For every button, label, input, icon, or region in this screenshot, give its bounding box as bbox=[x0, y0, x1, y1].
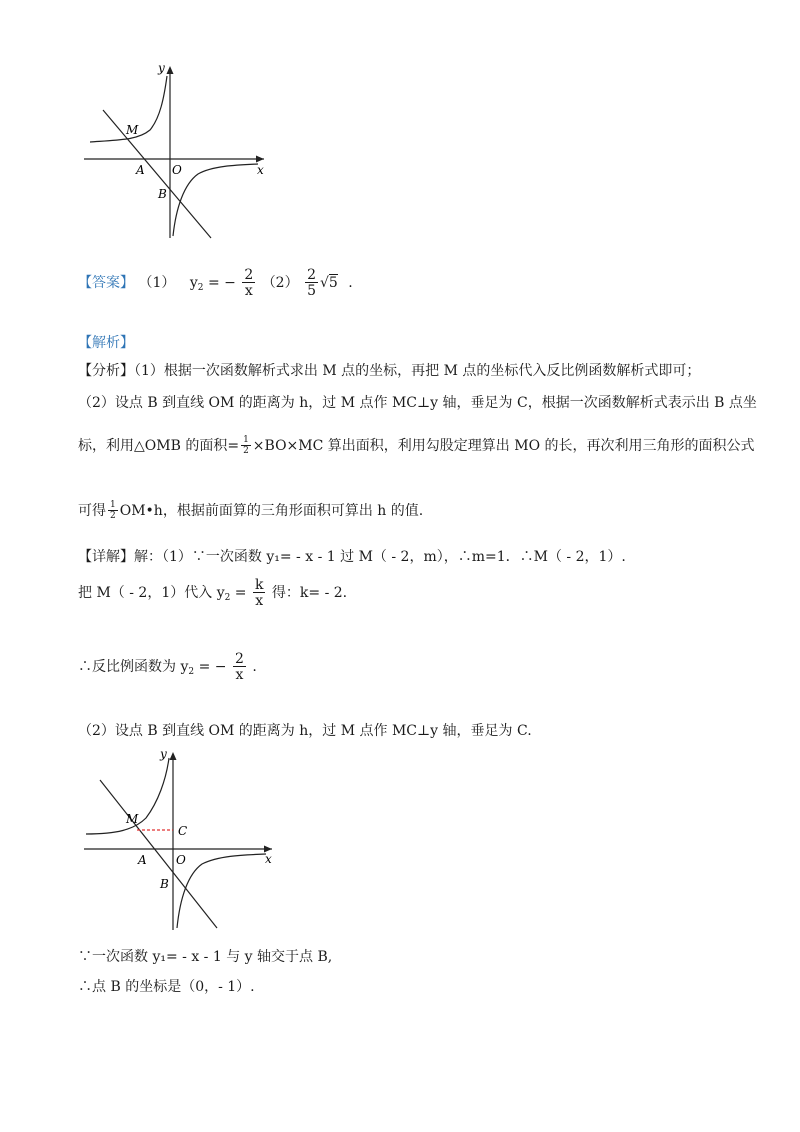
sqrt-icon: √ bbox=[319, 275, 329, 291]
label-O-2: O bbox=[176, 853, 186, 867]
label-M-2: M bbox=[126, 812, 139, 826]
detail-eq-neg: = − bbox=[198, 659, 227, 675]
label-C-2: C bbox=[178, 824, 188, 838]
figure-1-graph bbox=[80, 58, 270, 243]
analysis-text-3b: ×BO×MC 算出面积，利用勾股定理算出 MO 的长，再次利用三角形的面积公式 bbox=[252, 438, 755, 454]
answer-numerator: 2 bbox=[244, 267, 254, 283]
analysis-line-2: （2）设点 B 到直线 OM 的距离为 h，过 M 点作 MC⊥y 轴，垂足为 C，根据一次函数解析式表示出 B 点坐 bbox=[78, 395, 757, 411]
answer-part1-label: （1） bbox=[138, 275, 176, 291]
detail-text-2a: 把 M（ - 2，1）代入 bbox=[78, 585, 213, 601]
x-axis-arrow-icon bbox=[256, 156, 264, 163]
analysis-line-4 bbox=[78, 500, 423, 521]
two-over-x-fraction bbox=[233, 652, 246, 682]
detail-text-3b: . bbox=[252, 659, 257, 675]
answer-frac-num: 2 bbox=[307, 267, 316, 283]
label-y-2: y bbox=[160, 747, 167, 761]
answer-y-subscript: 2 bbox=[197, 283, 204, 293]
analysis-text-4b: OM•h，根据前面算的三角形面积可算出 h 的值. bbox=[119, 503, 424, 519]
x-den: x bbox=[253, 592, 265, 608]
detail-text-3a: ∴反比例函数为 bbox=[78, 659, 176, 675]
y-axis-arrow-icon-2 bbox=[170, 752, 177, 760]
detail-line-2 bbox=[78, 578, 347, 608]
detail-line-4: （2）设点 B 到直线 OM 的距离为 h，过 M 点作 MC⊥y 轴，垂足为 C. bbox=[78, 723, 532, 739]
detail-tag: 【详解】 bbox=[78, 549, 134, 565]
hyperbola-branch-right bbox=[173, 164, 258, 236]
detail-text-1: 解：（1）∵一次函数 y₁= - x - 1 过 M（ - 2，m），∴m=1．∴M（ - 2，1）. bbox=[134, 549, 626, 565]
x-den-2: x bbox=[233, 666, 246, 682]
detail-eq: = bbox=[234, 585, 247, 601]
answer-radicand: 5 bbox=[328, 275, 338, 291]
half-den: 2 bbox=[243, 446, 249, 456]
analysis-text-1: （1）根据一次函数解析式求出 M 点的坐标，再把 M 点的坐标代入反比例函数解析式即可； bbox=[134, 363, 701, 379]
analysis-line-3 bbox=[78, 435, 755, 456]
detail-y: y bbox=[216, 585, 225, 601]
answer-frac-den: 5 bbox=[307, 283, 316, 299]
analysis-tag: 【分析】 bbox=[78, 363, 134, 379]
half-fraction-2 bbox=[108, 501, 118, 521]
detail-line-3 bbox=[78, 652, 257, 682]
label-M: M bbox=[126, 123, 139, 137]
k-over-x-fraction bbox=[253, 578, 265, 608]
half-den-2: 2 bbox=[110, 511, 116, 521]
answer-denominator: x bbox=[242, 282, 255, 298]
label-A: A bbox=[136, 163, 145, 177]
two-num: 2 bbox=[234, 651, 244, 667]
y-axis-arrow-icon bbox=[167, 66, 174, 74]
line-y1 bbox=[103, 110, 211, 238]
label-O: O bbox=[172, 163, 182, 177]
answer-line bbox=[78, 268, 353, 298]
answer-tag: 【答案】 bbox=[78, 275, 134, 291]
label-B-2: B bbox=[160, 877, 169, 891]
label-x-2: x bbox=[265, 852, 272, 866]
answer-y: y bbox=[189, 275, 198, 291]
analysis-text-3a: 标，利用△OMB 的面积= bbox=[78, 438, 240, 454]
detail-y-sub: 2 bbox=[224, 593, 231, 603]
line-y1-2 bbox=[100, 780, 217, 928]
analysis-heading: 【解析】 bbox=[78, 335, 134, 351]
analysis-text-4a: 可得 bbox=[78, 503, 106, 519]
answer-part2-label: （2） bbox=[261, 275, 299, 291]
detail-line-5: ∵一次函数 y₁= - x - 1 与 y 轴交于点 B, bbox=[78, 949, 333, 965]
half-fraction bbox=[241, 436, 251, 456]
label-x: x bbox=[257, 163, 264, 177]
answer-period: . bbox=[348, 275, 353, 291]
figure-2-graph bbox=[80, 746, 280, 936]
hyperbola-branch-right-2 bbox=[177, 854, 266, 928]
k-num: k bbox=[254, 577, 264, 593]
label-B: B bbox=[158, 187, 167, 201]
detail-y2: y bbox=[180, 659, 189, 675]
detail-line-1 bbox=[78, 546, 626, 566]
label-A-2: A bbox=[138, 853, 147, 867]
half-num: 1 bbox=[243, 435, 249, 445]
analysis-line-1 bbox=[78, 360, 700, 380]
detail-line-6: ∴点 B 的坐标是（0，- 1）. bbox=[78, 979, 255, 995]
detail-y2-sub: 2 bbox=[188, 667, 195, 677]
half-num-2: 1 bbox=[110, 500, 116, 510]
label-y: y bbox=[158, 61, 165, 75]
answer-fraction-2-over-5 bbox=[305, 268, 318, 298]
detail-text-2b: 得：k= - 2. bbox=[271, 585, 348, 601]
answer-fraction-2-over-x bbox=[242, 268, 255, 298]
answer-equals-neg: = − bbox=[207, 275, 236, 291]
